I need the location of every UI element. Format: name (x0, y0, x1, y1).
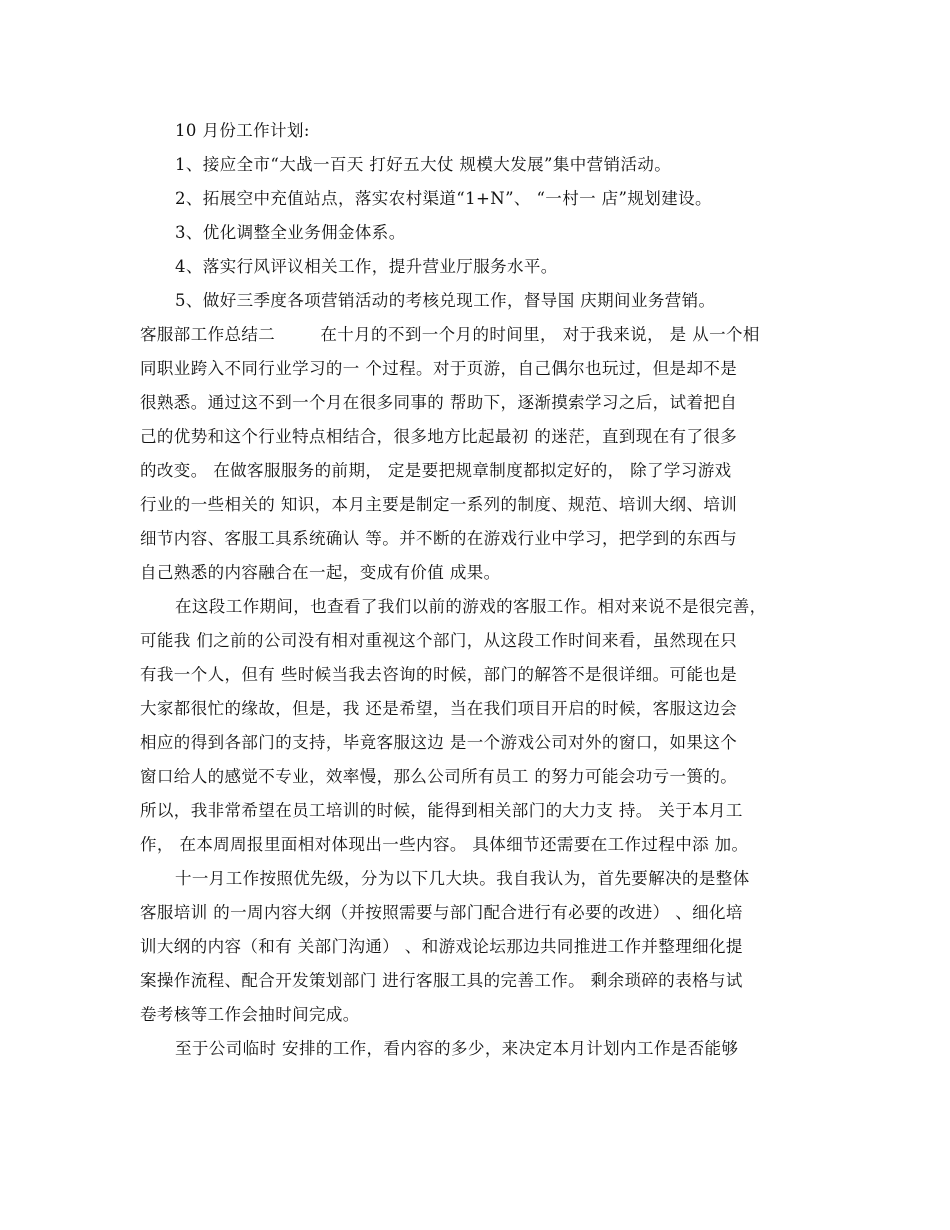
paragraph-line: 案操作流程、配合开发策划部门 进行客服工具的完善工作。 剩余琐碎的表格与试 (140, 971, 743, 990)
paragraph-line: 至于公司临时 安排的工作，看内容的多少，来决定本月计划内工作是否能够 (175, 1039, 739, 1058)
paragraph-line: 窗口给人的感觉不专业，效率慢，那么公司所有员工 的努力可能会功亏一篑的。 (140, 767, 738, 786)
paragraph-line: 客服培训 的一周内容大纲（并按照需要与部门配合进行有必要的改进） 、细化培 (140, 903, 743, 922)
paragraph-line: 有我一个人，但有 些时候当我去咨询的时候，部门的解答不是很详细。可能也是 (140, 665, 738, 684)
summary-line: 很熟悉。通过这不到一个月在很多同事的 帮助下，逐渐摸索学习之后，试着把自 (140, 393, 738, 412)
plan-item-4: 4、落实行风评议相关工作，提升营业厅服务水平。 (175, 257, 558, 276)
summary-line: 的改变。 在做客服服务的前期， 定是要把规章制度都拟定好的， 除了学习游戏 (140, 461, 732, 480)
summary-line: 细节内容、客服工具系统确认 等。并不断的在游戏行业中学习，把学到的东西与 (140, 529, 738, 548)
plan-item-3: 3、优化调整全业务佣金体系。 (175, 223, 406, 242)
summary-line: 自己熟悉的内容融合在一起，变成有价值 成果。 (140, 563, 501, 582)
plan-heading: 10 月份工作计划: (175, 121, 310, 140)
plan-item-2: 2、拓展空中充值站点，落实农村渠道“1+N”、 “一村一 店”规划建设。 (175, 189, 712, 208)
paragraph-line: 卷考核等工作会抽时间完成。 (140, 1005, 360, 1024)
summary-line: 客服部工作总结二 在十月的不到一个月的时间里， 对于我来说， 是 从一个相 (140, 325, 760, 344)
summary-line: 己的优势和这个行业特点相结合，很多地方比起最初 的迷茫，直到现在有了很多 (140, 427, 738, 446)
paragraph-line: 在这段工作期间，也查看了我们以前的游戏的客服工作。相对来说不是很完善， (175, 597, 767, 616)
paragraph-line: 训大纲的内容（和有 关部门沟通） 、和游戏论坛那边共同推进工作并整理细化提 (140, 937, 743, 956)
plan-item-5: 5、做好三季度各项营销活动的考核兑现工作，督导国 庆期间业务营销。 (175, 291, 716, 310)
paragraph-line: 相应的得到各部门的支持，毕竟客服这边 是一个游戏公司对外的窗口，如果这个 (140, 733, 738, 752)
summary-line: 行业的一些相关的 知识，本月主要是制定一系列的制度、规范、培训大纲、培训 (140, 495, 738, 514)
paragraph-line: 可能我 们之前的公司没有相对重视这个部门，从这段工作时间来看，虽然现在只 (140, 631, 738, 650)
paragraph-line: 所以，我非常希望在员工培训的时候，能得到相关部门的大力支 持。 关于本月工 (140, 801, 743, 820)
paragraph-line: 十一月工作按照优先级，分为以下几大块。我自我认为，首先要解决的是整体 (175, 869, 750, 888)
plan-item-1: 1、接应全市“大战一百天 打好五大仗 规模大发展”集中营销活动。 (175, 155, 672, 174)
paragraph-line: 作， 在本周周报里面相对体现出一些内容。 具体细节还需要在工作过程中添 加。 (140, 835, 749, 854)
paragraph-line: 大家都很忙的缘故，但是，我 还是希望，当在我们项目开启的时候，客服这边会 (140, 699, 738, 718)
summary-line: 同职业跨入不同行业学习的一 个过程。对于页游，自己偶尔也玩过，但是却不是 (140, 359, 738, 378)
